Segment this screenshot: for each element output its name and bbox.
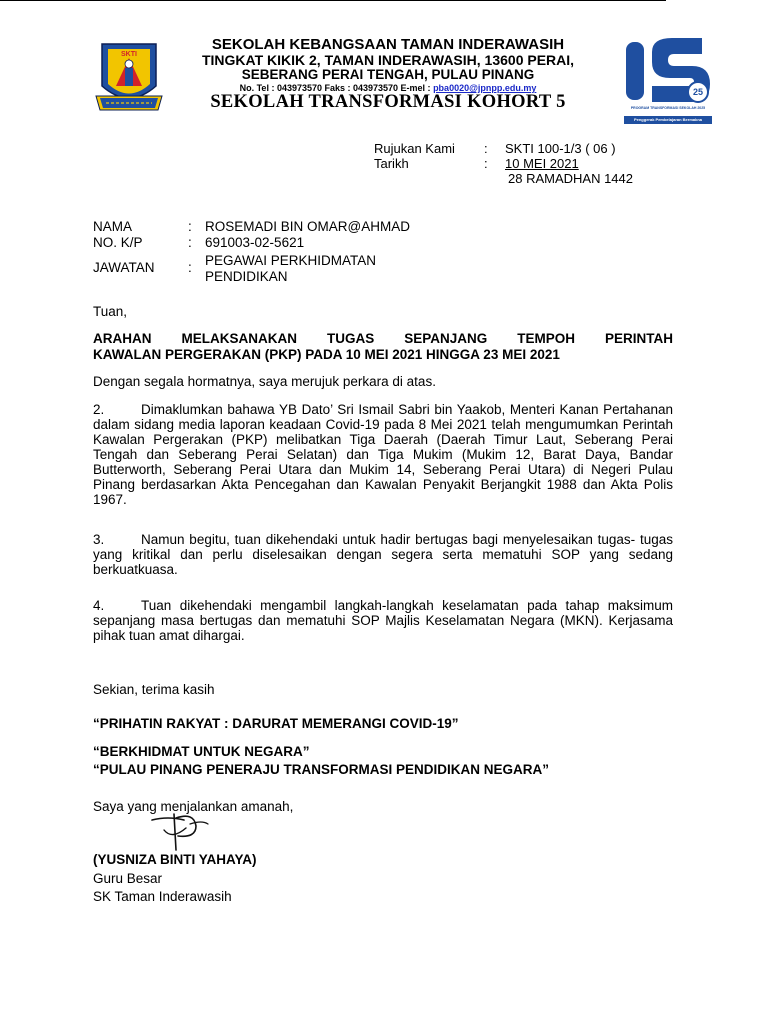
slogan-prihatin: “PRIHATIN RAKYAT : DARURAT MEMERANGI COVID-19” bbox=[93, 716, 459, 731]
signatory-position: Guru Besar bbox=[93, 871, 163, 886]
salutation: Tuan, bbox=[93, 304, 128, 319]
handwritten-signature bbox=[150, 810, 220, 852]
paragraph-2-text: Dimaklumkan bahawa YB Dato’ Sri Ismail Sabri bin Yaakob, Menteri Kanan Pertahanan dalam sidang media laporan keadaan Covid-19 pada 8 Mei 2021 telah mengumumkan Perintah Kawalan Pergerakan (PKP) melibatkan Tiga Daerah (Daerah Timur Laut, Seberang Perai Tengah dan Seberang Perai Selatan) dan Tiga Mukim (Mukim 12, Barat Daya, Bandar Butterworth, Seberang Perai Utara dan Mukim 14, Seberang Perai Utara) di Negeri Pulau Pinang berdasarkan Akta Pencegahan dan Kawalan Penyakit Berjangkit 1988 dan Akta Polis 1967. bbox=[93, 402, 673, 507]
paragraph-4 bbox=[93, 598, 673, 643]
address-line-1: TINGKAT KIKIK 2, TAMAN INDERAWASIH, 13600 PERAI, bbox=[201, 52, 575, 68]
header-divider bbox=[0, 0, 666, 1]
school-name: SEKOLAH KEBANGSAAN TAMAN INDERAWASIH bbox=[211, 36, 565, 53]
slogan-berkhidmat: “BERKHIDMAT UNTUK NEGARA” bbox=[93, 744, 310, 759]
paragraph-4-number: 4. bbox=[93, 598, 105, 613]
address-line-2: SEBERANG PERAI TENGAH, PULAU PINANG bbox=[241, 67, 535, 82]
rujukan-value: SKTI 100-1/3 ( 06 ) bbox=[505, 141, 616, 156]
tarikh-label: Tarikh bbox=[374, 156, 409, 171]
subject-line-1: ARAHAN MELAKSANAKAN TUGAS SEPANJANG TEMPOH PERINTAH bbox=[93, 331, 673, 346]
subject-line-2: KAWALAN PERGERAKAN (PKP) PADA 10 MEI 2021 HINGGA 23 MEI 2021 bbox=[93, 347, 560, 362]
closing-line: Sekian, terima kasih bbox=[93, 682, 215, 697]
paragraph-2-number: 2. bbox=[93, 402, 105, 417]
paragraph-3-text: Namun begitu, tuan dikehendaki untuk hadir bertugas bagi menyelesaikan tugas- tugas yang kritikal dan perlu diselesaikan dengan segera serta mematuhi SOP yang sedang berkuatkuasa. bbox=[93, 532, 673, 577]
jawatan-label: JAWATAN bbox=[93, 260, 155, 275]
jawatan-value-line1: PEGAWAI PERKHIDMATAN bbox=[205, 253, 377, 268]
opening-line: Dengan segala hormatnya, saya merujuk perkara di atas. bbox=[93, 374, 436, 389]
logo-caption-program: PROGRAM TRANSFORMASI SEKOLAH 2025 bbox=[630, 106, 706, 110]
nama-value: ROSEMADI BIN OMAR@AHMAD bbox=[205, 219, 410, 234]
kp-value: 691003-02-5621 bbox=[205, 235, 305, 250]
nama-colon: : bbox=[188, 219, 192, 234]
tarikh-hijri: 28 RAMADHAN 1442 bbox=[508, 171, 633, 186]
letterhead-title: SEKOLAH TRANSFORMASI KOHORT 5 bbox=[210, 92, 566, 112]
paragraph-3 bbox=[93, 532, 673, 577]
rujukan-colon: : bbox=[484, 141, 488, 156]
slogan-pulau-pinang: “PULAU PINANG PENERAJU TRANSFORMASI PENDIDIKAN NEGARA” bbox=[93, 762, 550, 777]
tarikh-colon: : bbox=[484, 156, 488, 171]
tarikh-value: 10 MEI 2021 bbox=[505, 156, 579, 171]
paragraph-4-text: Tuan dikehendaki mengambil langkah-langkah keselamatan pada tahap maksimum sepanjang masa bertugas dan mematuhi SOP Majlis Keselamatan Negara (MKN). Kerjasama pihak tuan amat dihargai. bbox=[93, 598, 673, 643]
signatory-name: (YUSNIZA BINTI YAHAYA) bbox=[93, 852, 257, 867]
amanah-line: Saya yang menjalankan amanah, bbox=[93, 799, 294, 814]
jawatan-value-line2: PENDIDIKAN bbox=[205, 269, 288, 284]
contact-prefix: No. Tel : 043973570 Faks : 043973570 E-mel : bbox=[239, 83, 434, 93]
school-crest-logo bbox=[92, 40, 166, 120]
paragraph-2 bbox=[93, 402, 673, 507]
transformasi-25-logo bbox=[622, 34, 714, 126]
signatory-school: SK Taman Inderawasih bbox=[93, 889, 232, 904]
logo-number: 25 bbox=[692, 87, 703, 97]
jawatan-colon: : bbox=[188, 260, 192, 275]
paragraph-3-number: 3. bbox=[93, 532, 105, 547]
nama-label: NAMA bbox=[93, 219, 133, 234]
kp-label: NO. K/P bbox=[93, 235, 143, 250]
email-link[interactable]: pba0020@jpnpp.edu.my bbox=[433, 83, 537, 93]
kp-colon: : bbox=[188, 235, 192, 250]
rujukan-label: Rujukan Kami bbox=[374, 141, 455, 156]
logo-caption-tagline: Penggerak Pembelajaran Bermakna bbox=[633, 117, 703, 122]
crest-lettering: SKTI bbox=[121, 51, 137, 58]
